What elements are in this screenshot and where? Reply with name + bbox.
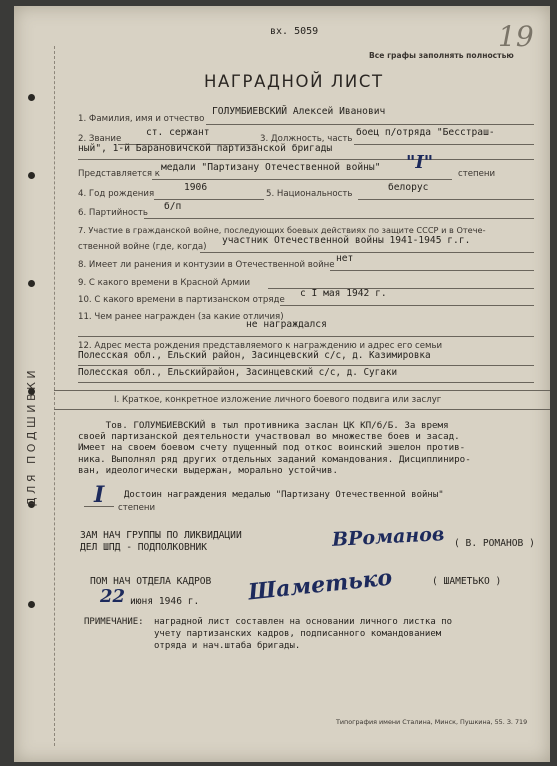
sig1-title-2: ДЕЛ ШПД - ПОДПОЛКОВНИК (80, 542, 208, 553)
underline (84, 506, 114, 507)
field-12-label: 12. Адрес места рождения представляемого к награждению и адрес его семьи (78, 341, 443, 351)
underline (78, 336, 534, 337)
binding-line (54, 46, 55, 746)
field-8-value: нет (336, 253, 354, 264)
section-divider (54, 390, 550, 391)
binding-margin-label (19, 306, 49, 536)
underline (154, 199, 264, 200)
side-text: ДЛЯ ПОДШИВКИ (25, 366, 38, 506)
note-line-2: учету партизанских кадров, подписанного командованием (154, 629, 442, 639)
field-8-label: 8. Имеет ли ранения и контузии в Отечественной войне (78, 260, 335, 270)
underline (354, 144, 534, 145)
underline (144, 218, 534, 219)
field-12-value-2: Полесская обл., Ельскийрайон, Засинцевский с/с, д. Сугаки (78, 367, 398, 378)
underline (200, 252, 534, 253)
award-sheet (14, 6, 550, 762)
binder-hole (28, 280, 35, 287)
field-10-label: 10. С какого времени в партизанском отряде (78, 295, 285, 305)
binder-hole (28, 94, 35, 101)
feat-line: своей партизанской деятельности участвовал во множестве боев и засад. (78, 431, 460, 443)
binder-hole (28, 172, 35, 179)
field-2-label: 2. Звание (78, 134, 122, 144)
binder-hole (28, 601, 35, 608)
date-rest: июня 1946 г. (130, 596, 200, 607)
sig1-title-1: ЗАМ НАЧ ГРУППЫ ПО ЛИКВИДАЦИИ (80, 530, 242, 541)
underline (358, 199, 534, 200)
award-degree-handwritten: I (94, 482, 105, 508)
feat-line: ника. Выполнял ряд других отдельных заданий командования. Дисциплиниро- (78, 453, 471, 465)
feat-line: Имеет на своем боевом счету пущенный под откос воинский эшелон против- (78, 442, 466, 454)
field-12-value-1: Полесская обл., Ельский район, Засинцевский с/с, д. Казимировка (78, 350, 431, 361)
sig1-name: ( В. РОМАНОВ ) (454, 538, 535, 549)
field-6-label: 6. Партийность (78, 208, 148, 218)
document-title: НАГРАДНОЙ ЛИСТ (204, 72, 384, 91)
feat-line: Тов. ГОЛУМБИЕВСКИЙ в тыл противника заслан ЦК КП/б/Б. За время (78, 420, 449, 431)
field-3-label: 3. Должность, часть (260, 134, 353, 144)
section-divider (54, 409, 550, 410)
incoming-number: вх. 5059 (270, 26, 319, 37)
field-5-label: 5. Национальность (266, 189, 353, 199)
field-4-label: 4. Год рождения (78, 189, 155, 199)
present-value: медали "Партизану Отечественной войны" (161, 162, 381, 173)
sig2-signature: Шаметько (247, 564, 394, 606)
feat-heading: I. Краткое, конкретное изложение личного боевого подвига или заслуг (114, 395, 442, 405)
field-11-label: 11. Чем ранее награжден (за какие отличия) (78, 312, 284, 322)
field-1-label: 1. Фамилия, имя и отчество (78, 114, 205, 124)
underline (206, 124, 534, 125)
sig2-title: ПОМ НАЧ ОТДЕЛА КАДРОВ (90, 576, 212, 587)
field-10-value: с I мая 1942 г. (300, 288, 387, 299)
underline (330, 270, 534, 271)
note-line-3: отряда и нач.штаба бригады. (154, 641, 301, 651)
field-7-value: участник Отечественной войны 1941-1945 г.г. (222, 235, 471, 246)
page-number: 19 (498, 20, 534, 53)
fill-all-note: Все графы заполнять полностью (369, 51, 514, 60)
degree-label: степени (458, 169, 496, 179)
underline (152, 179, 452, 180)
sig1-signature: ВРоманов (331, 523, 445, 551)
field-3-value-cont: ный", 1-й Барановичской партизанской бригады (78, 143, 333, 154)
date-day-handwritten: 22 (100, 586, 126, 607)
field-4-value: 1906 (184, 182, 208, 193)
field-2-value: ст. сержант (146, 127, 210, 138)
underline (78, 159, 534, 160)
note-line-1: наградной лист составлен на основании личного листка по (154, 617, 453, 627)
sig2-name: ( ШАМЕТЬКО ) (432, 576, 502, 587)
field-1-value: ГОЛУМБИЕВСКИЙ Алексей Иванович (212, 106, 386, 117)
field-5-value: белорус (388, 182, 429, 193)
field-3-value: боец п/отряда "Бесстраш- (356, 127, 495, 138)
award-degree-label: степени (118, 503, 156, 513)
note-label: ПРИМЕЧАНИЕ: (84, 617, 144, 627)
field-6-value: б/п (164, 201, 182, 212)
degree-handwritten: "I" (406, 152, 434, 173)
underline (78, 365, 534, 366)
field-9-label: 9. С какого времени в Красной Армии (78, 278, 251, 288)
field-7-label-cont: ственной войне (где, когда) (78, 242, 207, 252)
present-label: Представляется к (78, 169, 160, 179)
field-11-value: не награждался (246, 319, 327, 330)
feat-text (78, 420, 471, 476)
field-7-label: 7. Участие в гражданской войне, последующих боевых действиях по защите СССР и в Отече- (78, 225, 486, 235)
printer-footer: Типография имени Сталина, Минск, Пушкина, 55. З. 719 (336, 718, 528, 726)
feat-line: ван, идеологически выдержан, морально устойчив. (78, 464, 338, 476)
award-line: Достоин награждения медалью "Партизану Отечественной войны" (124, 490, 444, 500)
underline (78, 382, 534, 383)
underline (280, 305, 534, 306)
